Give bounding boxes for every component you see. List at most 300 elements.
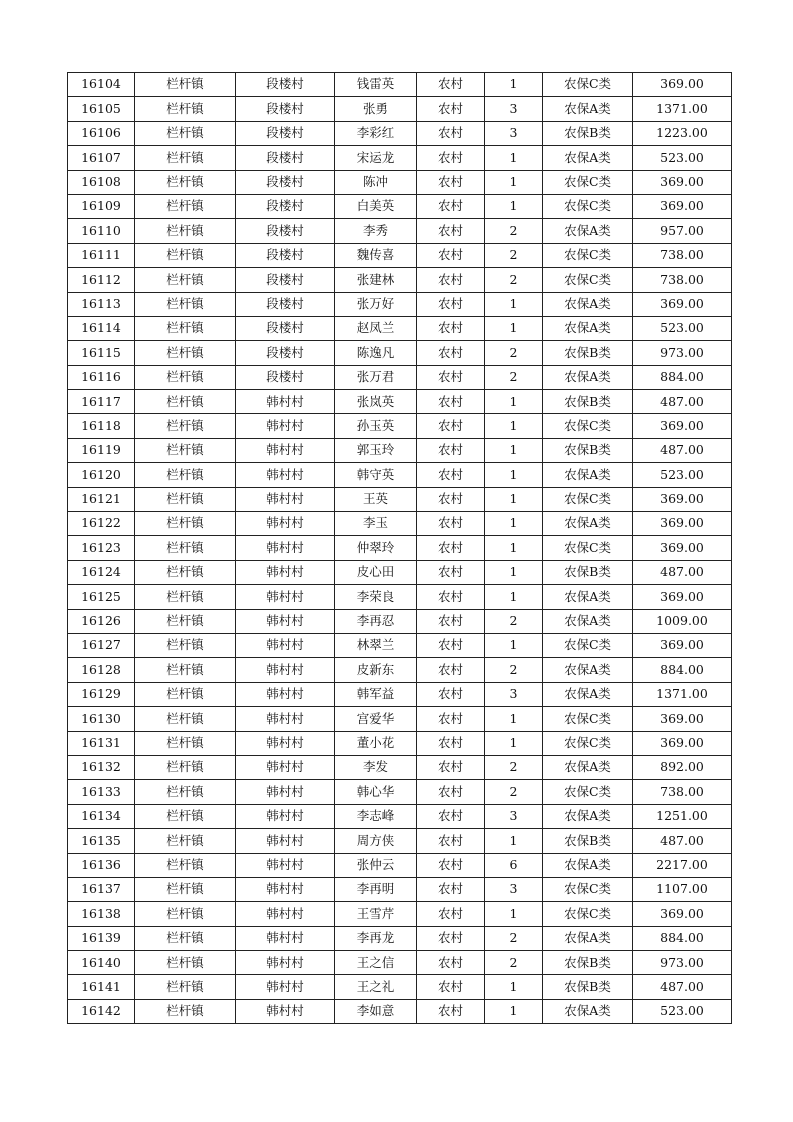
record-id-cell: 16110 — [68, 219, 135, 243]
village-cell: 韩村村 — [236, 877, 335, 901]
area-type-cell: 农村 — [417, 902, 485, 926]
table-row — [68, 243, 732, 267]
count-cell: 2 — [485, 219, 543, 243]
count-cell: 1 — [485, 390, 543, 414]
village-cell: 段楼村 — [236, 170, 335, 194]
area-type-cell: 农村 — [417, 731, 485, 755]
category-cell: 农保C类 — [543, 633, 633, 657]
name-cell: 郭玉玲 — [335, 438, 417, 462]
area-type-cell: 农村 — [417, 536, 485, 560]
record-id-cell: 16118 — [68, 414, 135, 438]
count-cell: 2 — [485, 926, 543, 950]
name-cell: 张仲云 — [335, 853, 417, 877]
table-row — [68, 926, 732, 950]
table-row — [68, 975, 732, 999]
area-type-cell: 农村 — [417, 390, 485, 414]
area-type-cell: 农村 — [417, 365, 485, 389]
village-cell: 段楼村 — [236, 316, 335, 340]
count-cell: 2 — [485, 951, 543, 975]
category-cell: 农保A类 — [543, 853, 633, 877]
record-id-cell: 16132 — [68, 755, 135, 779]
name-cell: 李秀 — [335, 219, 417, 243]
village-cell: 段楼村 — [236, 194, 335, 218]
table-row — [68, 463, 732, 487]
village-cell: 韩村村 — [236, 609, 335, 633]
count-cell: 1 — [485, 633, 543, 657]
name-cell: 李玉 — [335, 512, 417, 536]
record-id-cell: 16125 — [68, 585, 135, 609]
amount-cell: 884.00 — [633, 365, 732, 389]
table-row — [68, 268, 732, 292]
record-id-cell: 16112 — [68, 268, 135, 292]
amount-cell: 369.00 — [633, 487, 732, 511]
area-type-cell: 农村 — [417, 804, 485, 828]
table-row — [68, 731, 732, 755]
name-cell: 仲翠玲 — [335, 536, 417, 560]
count-cell: 2 — [485, 341, 543, 365]
table-row — [68, 804, 732, 828]
name-cell: 张岚英 — [335, 390, 417, 414]
category-cell: 农保C类 — [543, 780, 633, 804]
area-type-cell: 农村 — [417, 121, 485, 145]
record-id-cell: 16120 — [68, 463, 135, 487]
amount-cell: 369.00 — [633, 73, 732, 97]
record-id-cell: 16109 — [68, 194, 135, 218]
village-cell: 韩村村 — [236, 780, 335, 804]
table-row — [68, 999, 732, 1023]
town-cell: 栏杆镇 — [135, 926, 236, 950]
amount-cell: 369.00 — [633, 585, 732, 609]
category-cell: 农保B类 — [543, 121, 633, 145]
table-row — [68, 658, 732, 682]
town-cell: 栏杆镇 — [135, 512, 236, 536]
amount-cell: 369.00 — [633, 707, 732, 731]
category-cell: 农保B类 — [543, 975, 633, 999]
amount-cell: 523.00 — [633, 463, 732, 487]
category-cell: 农保A类 — [543, 316, 633, 340]
town-cell: 栏杆镇 — [135, 365, 236, 389]
count-cell: 2 — [485, 780, 543, 804]
amount-cell: 738.00 — [633, 268, 732, 292]
table-row — [68, 951, 732, 975]
count-cell: 1 — [485, 316, 543, 340]
amount-cell: 369.00 — [633, 414, 732, 438]
town-cell: 栏杆镇 — [135, 194, 236, 218]
area-type-cell: 农村 — [417, 682, 485, 706]
count-cell: 6 — [485, 853, 543, 877]
record-id-cell: 16141 — [68, 975, 135, 999]
name-cell: 皮心田 — [335, 560, 417, 584]
amount-cell: 369.00 — [633, 292, 732, 316]
village-cell: 韩村村 — [236, 512, 335, 536]
town-cell: 栏杆镇 — [135, 97, 236, 121]
category-cell: 农保B类 — [543, 438, 633, 462]
name-cell: 白美英 — [335, 194, 417, 218]
category-cell: 农保B类 — [543, 560, 633, 584]
village-cell: 韩村村 — [236, 438, 335, 462]
count-cell: 2 — [485, 609, 543, 633]
town-cell: 栏杆镇 — [135, 804, 236, 828]
area-type-cell: 农村 — [417, 341, 485, 365]
category-cell: 农保A类 — [543, 512, 633, 536]
name-cell: 皮新东 — [335, 658, 417, 682]
count-cell: 1 — [485, 170, 543, 194]
name-cell: 张万好 — [335, 292, 417, 316]
record-id-cell: 16107 — [68, 146, 135, 170]
village-cell: 段楼村 — [236, 121, 335, 145]
amount-cell: 884.00 — [633, 658, 732, 682]
category-cell: 农保C类 — [543, 73, 633, 97]
village-cell: 段楼村 — [236, 365, 335, 389]
record-id-cell: 16138 — [68, 902, 135, 926]
village-cell: 段楼村 — [236, 268, 335, 292]
amount-cell: 487.00 — [633, 390, 732, 414]
town-cell: 栏杆镇 — [135, 853, 236, 877]
category-cell: 农保A类 — [543, 999, 633, 1023]
record-id-cell: 16116 — [68, 365, 135, 389]
village-cell: 韩村村 — [236, 804, 335, 828]
amount-cell: 892.00 — [633, 755, 732, 779]
record-id-cell: 16131 — [68, 731, 135, 755]
area-type-cell: 农村 — [417, 487, 485, 511]
count-cell: 3 — [485, 121, 543, 145]
town-cell: 栏杆镇 — [135, 731, 236, 755]
area-type-cell: 农村 — [417, 707, 485, 731]
table-row — [68, 755, 732, 779]
record-id-cell: 16122 — [68, 512, 135, 536]
table-row — [68, 560, 732, 584]
amount-cell: 487.00 — [633, 560, 732, 584]
amount-cell: 973.00 — [633, 951, 732, 975]
count-cell: 2 — [485, 365, 543, 389]
name-cell: 李彩红 — [335, 121, 417, 145]
town-cell: 栏杆镇 — [135, 707, 236, 731]
category-cell: 农保A类 — [543, 926, 633, 950]
town-cell: 栏杆镇 — [135, 268, 236, 292]
record-id-cell: 16128 — [68, 658, 135, 682]
table-row — [68, 633, 732, 657]
record-id-cell: 16140 — [68, 951, 135, 975]
town-cell: 栏杆镇 — [135, 73, 236, 97]
name-cell: 李志峰 — [335, 804, 417, 828]
town-cell: 栏杆镇 — [135, 780, 236, 804]
amount-cell: 957.00 — [633, 219, 732, 243]
area-type-cell: 农村 — [417, 268, 485, 292]
town-cell: 栏杆镇 — [135, 829, 236, 853]
category-cell: 农保C类 — [543, 902, 633, 926]
amount-cell: 523.00 — [633, 316, 732, 340]
name-cell: 张建林 — [335, 268, 417, 292]
name-cell: 宫爱华 — [335, 707, 417, 731]
count-cell: 1 — [485, 536, 543, 560]
table-row — [68, 170, 732, 194]
town-cell: 栏杆镇 — [135, 438, 236, 462]
amount-cell: 369.00 — [633, 902, 732, 926]
record-id-cell: 16104 — [68, 73, 135, 97]
record-id-cell: 16139 — [68, 926, 135, 950]
category-cell: 农保C类 — [543, 170, 633, 194]
area-type-cell: 农村 — [417, 633, 485, 657]
record-id-cell: 16113 — [68, 292, 135, 316]
town-cell: 栏杆镇 — [135, 243, 236, 267]
count-cell: 3 — [485, 877, 543, 901]
count-cell: 3 — [485, 97, 543, 121]
name-cell: 钱雷英 — [335, 73, 417, 97]
village-cell: 韩村村 — [236, 414, 335, 438]
count-cell: 2 — [485, 658, 543, 682]
village-cell: 韩村村 — [236, 951, 335, 975]
area-type-cell: 农村 — [417, 829, 485, 853]
category-cell: 农保A类 — [543, 609, 633, 633]
amount-cell: 369.00 — [633, 512, 732, 536]
amount-cell: 2217.00 — [633, 853, 732, 877]
village-cell: 韩村村 — [236, 487, 335, 511]
area-type-cell: 农村 — [417, 219, 485, 243]
category-cell: 农保A类 — [543, 97, 633, 121]
table-row — [68, 73, 732, 97]
town-cell: 栏杆镇 — [135, 609, 236, 633]
village-cell: 段楼村 — [236, 97, 335, 121]
town-cell: 栏杆镇 — [135, 902, 236, 926]
table-row — [68, 414, 732, 438]
count-cell: 1 — [485, 487, 543, 511]
record-id-cell: 16133 — [68, 780, 135, 804]
count-cell: 1 — [485, 707, 543, 731]
table-row — [68, 219, 732, 243]
area-type-cell: 农村 — [417, 438, 485, 462]
category-cell: 农保A类 — [543, 804, 633, 828]
category-cell: 农保B类 — [543, 829, 633, 853]
category-cell: 农保B类 — [543, 341, 633, 365]
name-cell: 李如意 — [335, 999, 417, 1023]
town-cell: 栏杆镇 — [135, 633, 236, 657]
town-cell: 栏杆镇 — [135, 585, 236, 609]
category-cell: 农保A类 — [543, 755, 633, 779]
amount-cell: 1251.00 — [633, 804, 732, 828]
amount-cell: 1009.00 — [633, 609, 732, 633]
category-cell: 农保C类 — [543, 268, 633, 292]
area-type-cell: 农村 — [417, 463, 485, 487]
count-cell: 1 — [485, 512, 543, 536]
record-id-cell: 16105 — [68, 97, 135, 121]
table-row — [68, 585, 732, 609]
count-cell: 1 — [485, 146, 543, 170]
table-row — [68, 316, 732, 340]
name-cell: 赵凤兰 — [335, 316, 417, 340]
count-cell: 1 — [485, 731, 543, 755]
town-cell: 栏杆镇 — [135, 536, 236, 560]
category-cell: 农保C类 — [543, 536, 633, 560]
village-cell: 段楼村 — [236, 341, 335, 365]
table-row — [68, 829, 732, 853]
table-row — [68, 487, 732, 511]
category-cell: 农保B类 — [543, 390, 633, 414]
record-id-cell: 16114 — [68, 316, 135, 340]
area-type-cell: 农村 — [417, 585, 485, 609]
name-cell: 李再明 — [335, 877, 417, 901]
village-cell: 韩村村 — [236, 707, 335, 731]
amount-cell: 973.00 — [633, 341, 732, 365]
village-cell: 韩村村 — [236, 390, 335, 414]
count-cell: 1 — [485, 585, 543, 609]
count-cell: 1 — [485, 73, 543, 97]
name-cell: 陈冲 — [335, 170, 417, 194]
table-body — [68, 73, 732, 1024]
table-row — [68, 877, 732, 901]
table-row — [68, 194, 732, 218]
count-cell: 1 — [485, 999, 543, 1023]
name-cell: 王雪芹 — [335, 902, 417, 926]
category-cell: 农保C类 — [543, 414, 633, 438]
name-cell: 韩心华 — [335, 780, 417, 804]
category-cell: 农保C类 — [543, 707, 633, 731]
amount-cell: 523.00 — [633, 146, 732, 170]
village-cell: 韩村村 — [236, 755, 335, 779]
town-cell: 栏杆镇 — [135, 341, 236, 365]
village-cell: 韩村村 — [236, 926, 335, 950]
count-cell: 1 — [485, 463, 543, 487]
count-cell: 1 — [485, 560, 543, 584]
village-cell: 韩村村 — [236, 682, 335, 706]
table-row — [68, 292, 732, 316]
village-cell: 韩村村 — [236, 463, 335, 487]
village-cell: 韩村村 — [236, 975, 335, 999]
category-cell: 农保C类 — [543, 487, 633, 511]
table-row — [68, 341, 732, 365]
count-cell: 3 — [485, 682, 543, 706]
town-cell: 栏杆镇 — [135, 755, 236, 779]
record-id-cell: 16136 — [68, 853, 135, 877]
area-type-cell: 农村 — [417, 146, 485, 170]
area-type-cell: 农村 — [417, 560, 485, 584]
name-cell: 李再龙 — [335, 926, 417, 950]
area-type-cell: 农村 — [417, 194, 485, 218]
town-cell: 栏杆镇 — [135, 658, 236, 682]
record-id-cell: 16123 — [68, 536, 135, 560]
count-cell: 1 — [485, 902, 543, 926]
table-row — [68, 609, 732, 633]
name-cell: 李再忍 — [335, 609, 417, 633]
amount-cell: 369.00 — [633, 170, 732, 194]
amount-cell: 369.00 — [633, 731, 732, 755]
village-cell: 韩村村 — [236, 633, 335, 657]
area-type-cell: 农村 — [417, 755, 485, 779]
record-id-cell: 16124 — [68, 560, 135, 584]
table-row — [68, 536, 732, 560]
table-row — [68, 682, 732, 706]
table-row — [68, 365, 732, 389]
village-cell: 韩村村 — [236, 560, 335, 584]
town-cell: 栏杆镇 — [135, 463, 236, 487]
subsidy-table — [67, 72, 732, 1024]
area-type-cell: 农村 — [417, 853, 485, 877]
name-cell: 张万君 — [335, 365, 417, 389]
village-cell: 韩村村 — [236, 999, 335, 1023]
category-cell: 农保C类 — [543, 877, 633, 901]
record-id-cell: 16127 — [68, 633, 135, 657]
category-cell: 农保A类 — [543, 292, 633, 316]
name-cell: 韩军益 — [335, 682, 417, 706]
amount-cell: 487.00 — [633, 438, 732, 462]
category-cell: 农保C类 — [543, 731, 633, 755]
amount-cell: 487.00 — [633, 829, 732, 853]
amount-cell: 1371.00 — [633, 97, 732, 121]
area-type-cell: 农村 — [417, 243, 485, 267]
area-type-cell: 农村 — [417, 73, 485, 97]
name-cell: 周方侠 — [335, 829, 417, 853]
amount-cell: 369.00 — [633, 194, 732, 218]
town-cell: 栏杆镇 — [135, 316, 236, 340]
count-cell: 2 — [485, 755, 543, 779]
village-cell: 段楼村 — [236, 243, 335, 267]
village-cell: 韩村村 — [236, 536, 335, 560]
village-cell: 段楼村 — [236, 146, 335, 170]
name-cell: 魏传喜 — [335, 243, 417, 267]
village-cell: 韩村村 — [236, 658, 335, 682]
table-row — [68, 512, 732, 536]
town-cell: 栏杆镇 — [135, 414, 236, 438]
village-cell: 韩村村 — [236, 902, 335, 926]
area-type-cell: 农村 — [417, 292, 485, 316]
record-id-cell: 16134 — [68, 804, 135, 828]
village-cell: 韩村村 — [236, 585, 335, 609]
count-cell: 2 — [485, 243, 543, 267]
amount-cell: 1371.00 — [633, 682, 732, 706]
name-cell: 韩守英 — [335, 463, 417, 487]
area-type-cell: 农村 — [417, 926, 485, 950]
name-cell: 王之礼 — [335, 975, 417, 999]
town-cell: 栏杆镇 — [135, 487, 236, 511]
town-cell: 栏杆镇 — [135, 999, 236, 1023]
category-cell: 农保B类 — [543, 951, 633, 975]
name-cell: 王之信 — [335, 951, 417, 975]
village-cell: 韩村村 — [236, 731, 335, 755]
record-id-cell: 16130 — [68, 707, 135, 731]
category-cell: 农保A类 — [543, 658, 633, 682]
name-cell: 陈逸凡 — [335, 341, 417, 365]
count-cell: 1 — [485, 829, 543, 853]
area-type-cell: 农村 — [417, 414, 485, 438]
count-cell: 1 — [485, 414, 543, 438]
town-cell: 栏杆镇 — [135, 951, 236, 975]
name-cell: 李荣良 — [335, 585, 417, 609]
name-cell: 董小花 — [335, 731, 417, 755]
name-cell: 宋运龙 — [335, 146, 417, 170]
table-row — [68, 780, 732, 804]
town-cell: 栏杆镇 — [135, 121, 236, 145]
amount-cell: 369.00 — [633, 633, 732, 657]
area-type-cell: 农村 — [417, 316, 485, 340]
amount-cell: 1223.00 — [633, 121, 732, 145]
table-row — [68, 97, 732, 121]
record-id-cell: 16108 — [68, 170, 135, 194]
record-id-cell: 16126 — [68, 609, 135, 633]
amount-cell: 1107.00 — [633, 877, 732, 901]
count-cell: 1 — [485, 194, 543, 218]
count-cell: 3 — [485, 804, 543, 828]
category-cell: 农保A类 — [543, 585, 633, 609]
table-row — [68, 853, 732, 877]
record-id-cell: 16106 — [68, 121, 135, 145]
village-cell: 韩村村 — [236, 829, 335, 853]
area-type-cell: 农村 — [417, 999, 485, 1023]
name-cell: 王英 — [335, 487, 417, 511]
name-cell: 李发 — [335, 755, 417, 779]
amount-cell: 738.00 — [633, 243, 732, 267]
category-cell: 农保C类 — [543, 243, 633, 267]
town-cell: 栏杆镇 — [135, 560, 236, 584]
category-cell: 农保C类 — [543, 194, 633, 218]
